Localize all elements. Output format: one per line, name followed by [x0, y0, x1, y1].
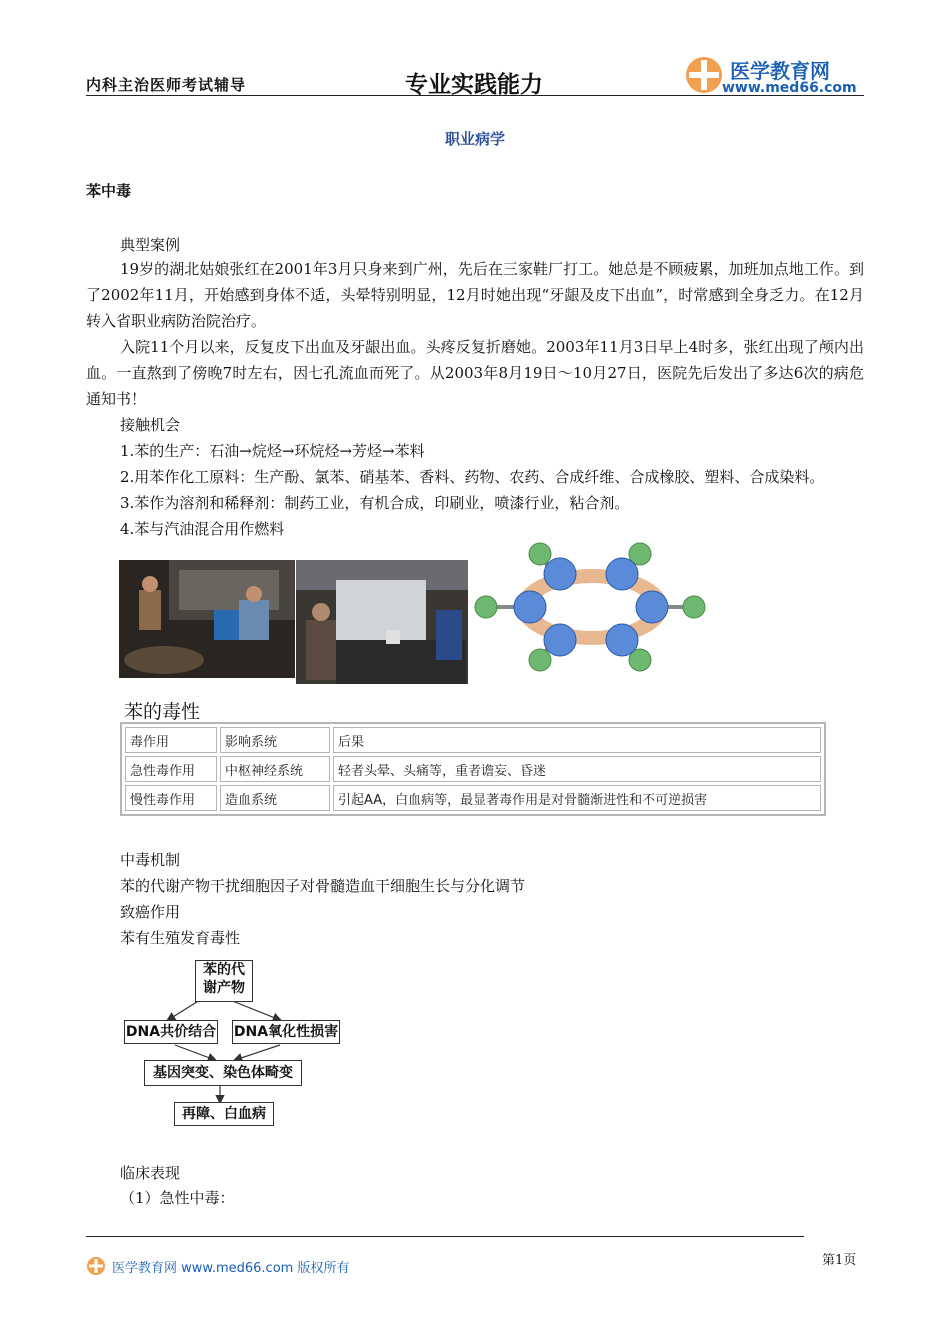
- reproductive-text: 苯有生殖发育毒性: [120, 929, 241, 947]
- footer-copyright[interactable]: 医学教育网 www.med66.com 版权所有: [112, 1261, 350, 1276]
- flow-node-mutation: 基因突变、染色体畸变: [144, 1060, 302, 1086]
- toxicity-heading: 苯的毒性: [124, 701, 201, 723]
- exposure-heading: 接触机会: [120, 416, 181, 434]
- topic-title: 苯中毒: [86, 182, 132, 200]
- table-cell: 影响系统: [220, 727, 330, 753]
- case-paragraph-2: 入院11个月以来，反复皮下出血及牙龈出血。头疼反复折磨她。2003年11月3日早上4时多，张红出现了颅内出血。一直熬到了傍晚7时左右，因七孔流血而死了。从2003年8月19日～10月27日，医院先后发出了多达6次的病危通知书！: [86, 338, 864, 408]
- header-divider: [86, 95, 864, 96]
- clinical-heading: 临床表现: [120, 1164, 181, 1182]
- worker-photo-2: [296, 560, 468, 684]
- flow-node-dna-binding: DNA共价结合: [124, 1020, 218, 1044]
- header-title: 专业实践能力: [405, 72, 543, 98]
- mechanism-heading: 中毒机制: [120, 851, 181, 869]
- table-cell: 慢性毒作用: [125, 785, 217, 811]
- logo-url[interactable]: www.med66.com: [722, 80, 857, 96]
- worker-photo-1: [119, 560, 295, 678]
- exposure-item-3: 3.苯作为溶剂和稀释剂：制药工业，有机合成，印刷业，喷漆行业，粘合剂。: [120, 494, 630, 512]
- table-cell: 毒作用: [125, 727, 217, 753]
- exposure-item-4: 4.苯与汽油混合用作燃料: [120, 520, 285, 538]
- table-cell: 中枢神经系统: [220, 756, 330, 782]
- footer-logo-icon: [86, 1256, 106, 1276]
- table-row: [125, 785, 821, 811]
- table-row: [125, 756, 821, 782]
- flow-node-dna-oxidative: DNA氧化性损害: [232, 1020, 340, 1044]
- case-paragraph-1: 19岁的湖北姑娘张红在2001年3月只身来到广州，先后在三家鞋厂打工。她总是不顾疲累，加班加点地工作。到了2002年11月，开始感到身体不适，头晕特别明显，12月时她出现“牙龈及皮下出血”，时常感到全身乏力。在12月转入省职业病防治院治疗。: [86, 260, 864, 330]
- table-cell: 后果: [333, 727, 821, 753]
- carcinogen-heading: 致癌作用: [120, 903, 181, 921]
- benzene-molecule-model: [472, 540, 712, 675]
- exposure-item-1: 1.苯的生产：石油→烷烃→环烷烃→芳烃→苯料: [120, 442, 425, 460]
- table-cell: 造血系统: [220, 785, 330, 811]
- flow-node-leukemia: 再障、白血病: [174, 1102, 274, 1126]
- table-cell: 引起AA，白血病等，最显著毒作用是对骨髓渐进性和不可逆损害: [333, 785, 821, 811]
- table-cell: 急性毒作用: [125, 756, 217, 782]
- table-cell: 轻者头晕、头痛等，重者谵妄、昏迷: [333, 756, 821, 782]
- footer-divider: [86, 1236, 804, 1237]
- mechanism-text: 苯的代谢产物干扰细胞因子对骨髓造血干细胞生长与分化调节: [120, 877, 526, 895]
- flow-node-metabolite: [195, 960, 253, 1002]
- logo-name: 医学教育网: [730, 59, 830, 83]
- case-heading: 典型案例: [120, 236, 181, 254]
- table-row: [125, 727, 821, 753]
- clinical-item-1: （1）急性中毒：: [120, 1189, 235, 1207]
- section-title: 职业病学: [444, 130, 505, 148]
- toxicity-table: [120, 722, 826, 816]
- page-number: 第1页: [822, 1253, 857, 1268]
- flow-node-metabolite-line1: 苯的代: [203, 962, 245, 978]
- exposure-item-2: 2.用苯作化工原料：生产酚、氯苯、硝基苯、香料、药物、农药、合成纤维、合成橡胶、塑料、合成染料。: [120, 468, 825, 486]
- header-left-label: 内科主治医师考试辅导: [86, 76, 247, 94]
- flow-node-metabolite-line2: 谢产物: [203, 980, 245, 996]
